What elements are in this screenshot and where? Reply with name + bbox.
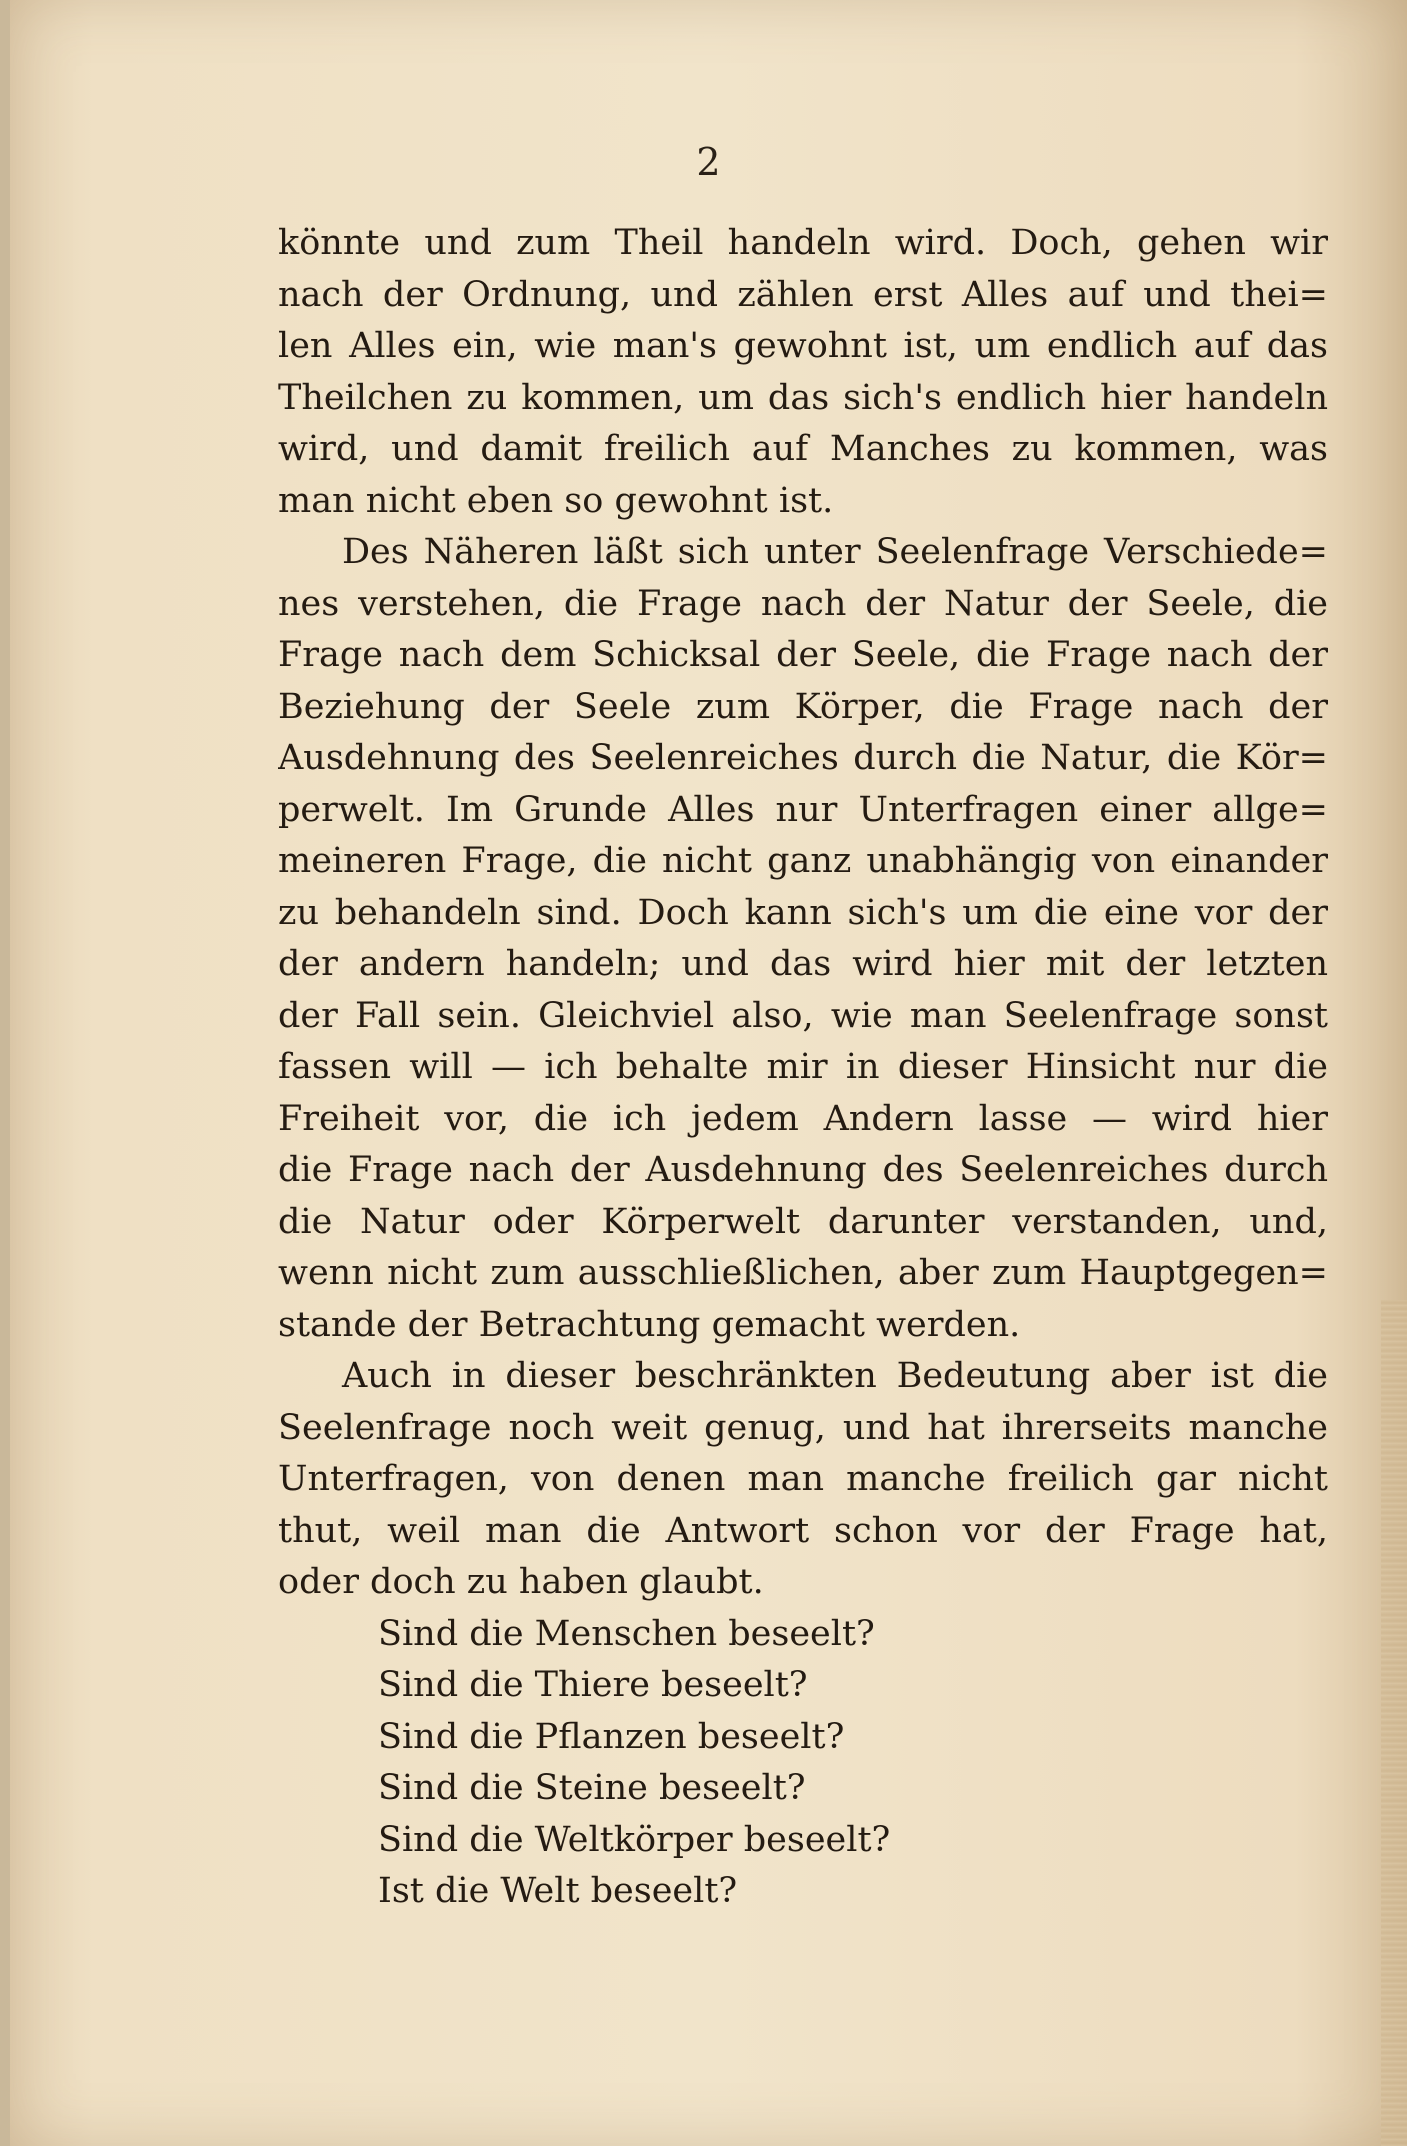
question-line: Ist die Welt beseelt? [378, 1871, 738, 1911]
question-line: Sind die Thiere beseelt? [378, 1665, 808, 1705]
text-line: oder doch zu haben glaubt. [278, 1562, 764, 1602]
text-line: perwelt. Im Grunde Alles nur Unterfragen einer allge= [278, 789, 1328, 830]
question-line: Sind die Weltkörper beseelt? [378, 1819, 891, 1860]
text-line: wird, und damit freilich auf Manches zu kommen, was [278, 429, 1328, 469]
text-line: nes verstehen, die Frage nach der Natur der Seele, die [278, 583, 1328, 624]
text-line: fassen will — ich behalte mir in dieser Hinsicht nur die [278, 1047, 1328, 1087]
text-line: der andern handeln; und das wird hier mit der letzten [278, 944, 1328, 984]
text-line: die Frage nach der Ausdehnung des Seelenreiches durch [278, 1150, 1328, 1190]
body-text [278, 218, 1328, 1918]
question-line: Sind die Pflanzen beseelt? [378, 1716, 845, 1757]
text-line: Des Näheren läßt sich unter Seelenfrage Verschiede= [342, 532, 1328, 572]
text-line: Unterfragen, von denen man manche freilich gar nicht [278, 1459, 1328, 1499]
text-line: der Fall sein. Gleichviel also, wie man Seelenfrage sonst [278, 995, 1328, 1036]
text-line: die Natur oder Körperwelt darunter verstanden, und, [278, 1201, 1328, 1242]
book-page [10, 0, 1407, 2146]
question-list [278, 1609, 1328, 1918]
text-line: Theilchen zu kommen, um das sich's endlich hier handeln [278, 377, 1328, 418]
text-line: meineren Frage, die nicht ganz unabhängig von einander [278, 841, 1328, 881]
text-line: Freiheit vor, die ich jedem Andern lasse — wird hier [278, 1098, 1328, 1139]
page-edge [1381, 1300, 1407, 2146]
question-line: Sind die Steine beseelt? [378, 1768, 806, 1808]
text-line: Frage nach dem Schicksal der Seele, die Frage nach der [278, 635, 1328, 675]
text-line: Auch in dieser beschränkten Bedeutung aber ist die [342, 1356, 1328, 1396]
text-line: könnte und zum Theil handeln wird. Doch, gehen wir [278, 223, 1328, 263]
paragraph-3 [278, 1351, 1328, 1609]
text-line: zu behandeln sind. Doch kann sich's um die eine vor der [278, 892, 1328, 933]
text-line: Beziehung der Seele zum Körper, die Frage nach der [278, 686, 1328, 727]
text-line: wenn nicht zum ausschließlichen, aber zum Hauptgegen= [278, 1253, 1328, 1293]
text-line: len Alles ein, wie man's gewohnt ist, um endlich auf das [278, 326, 1328, 366]
page-number: 2 [696, 140, 721, 184]
paragraph-2 [278, 527, 1328, 1351]
text-line: Ausdehnung des Seelenreiches durch die Natur, die Kör= [278, 738, 1328, 778]
text-line: thut, weil man die Antwort schon vor der Frage hat, [278, 1510, 1328, 1551]
text-line: nach der Ordnung, und zählen erst Alles auf und thei= [278, 274, 1328, 315]
text-line: man nicht eben so gewohnt ist. [278, 480, 834, 521]
text-line: stande der Betrachtung gemacht werden. [278, 1304, 1021, 1345]
text-line: Seelenfrage noch weit genug, und hat ihrerseits manche [278, 1407, 1328, 1448]
paragraph-1 [278, 218, 1328, 527]
question-line: Sind die Menschen beseelt? [378, 1613, 875, 1654]
